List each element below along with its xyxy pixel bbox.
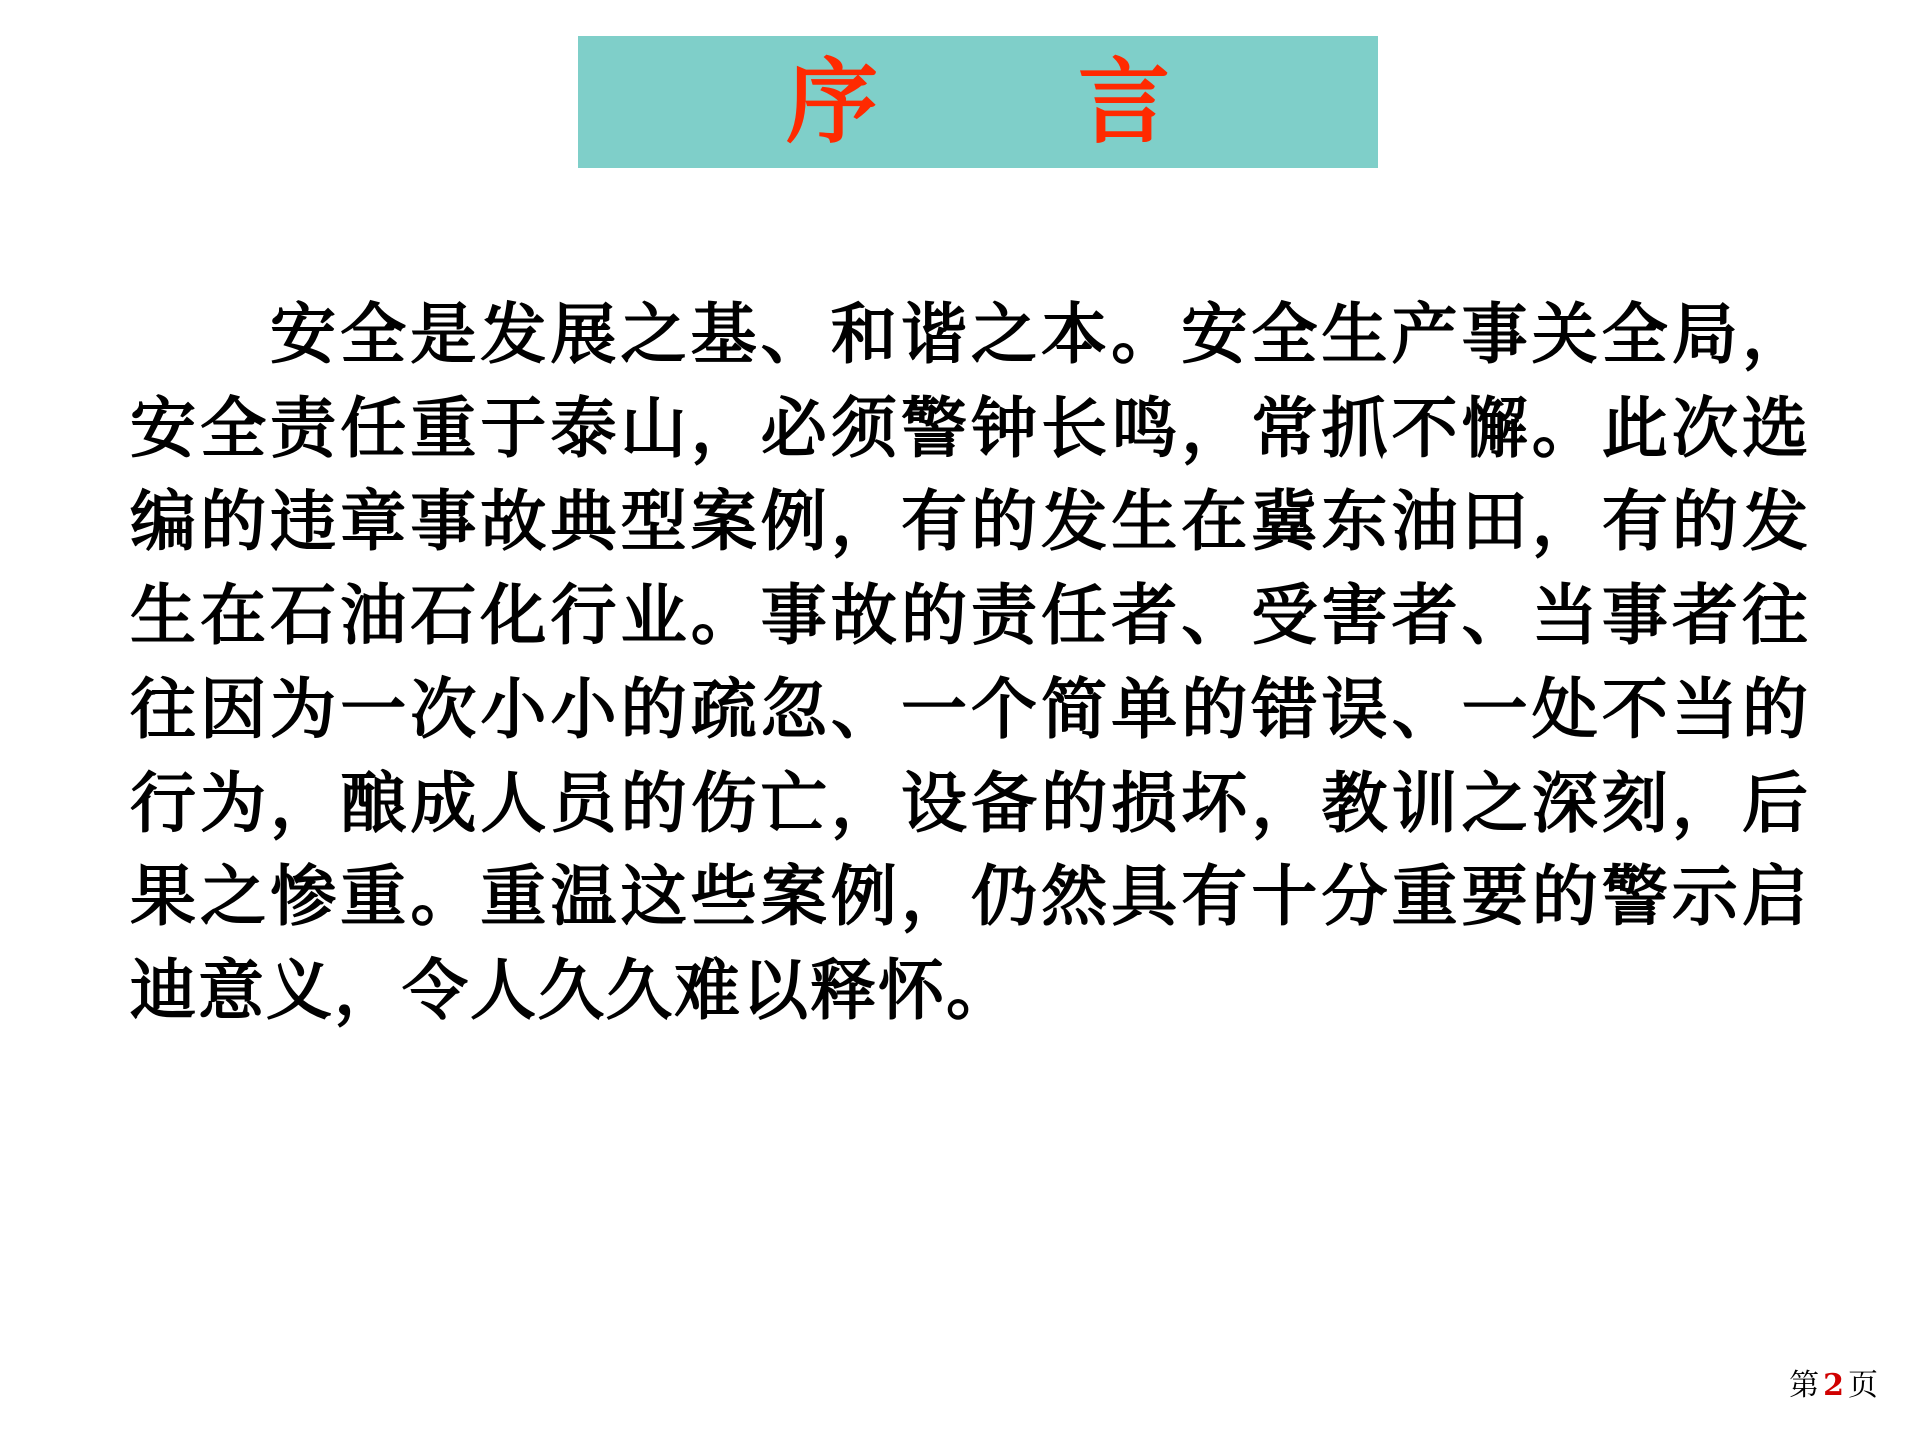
footer-prefix: 第 — [1789, 1368, 1820, 1403]
page-title: 序 言 — [785, 48, 1224, 156]
preface-paragraph: 安全是发展之基、和谐之本。安全生产事关全局，安全责任重于泰山，必须警钟长鸣，常抓不懈。此次选编的违章事故典型案例，有的发生在冀东油田，有的发生在石油石化行业。事故的责任者、受害者、当事者往往因为一次小小的疏忽、一个简单的错误、一处不当的行为，酿成人员的伤亡，设备的损坏，教训之深刻，后果之惨重。重温这些案例，仍然具有十分重要的警示启迪意义，令人久久难以释怀。 — [130, 295, 1810, 1030]
page-number: 2 — [1823, 1368, 1844, 1403]
body-content — [130, 222, 1810, 1104]
page-footer — [1789, 1360, 1878, 1404]
title-banner — [578, 36, 1378, 168]
footer-suffix: 页 — [1848, 1368, 1878, 1403]
